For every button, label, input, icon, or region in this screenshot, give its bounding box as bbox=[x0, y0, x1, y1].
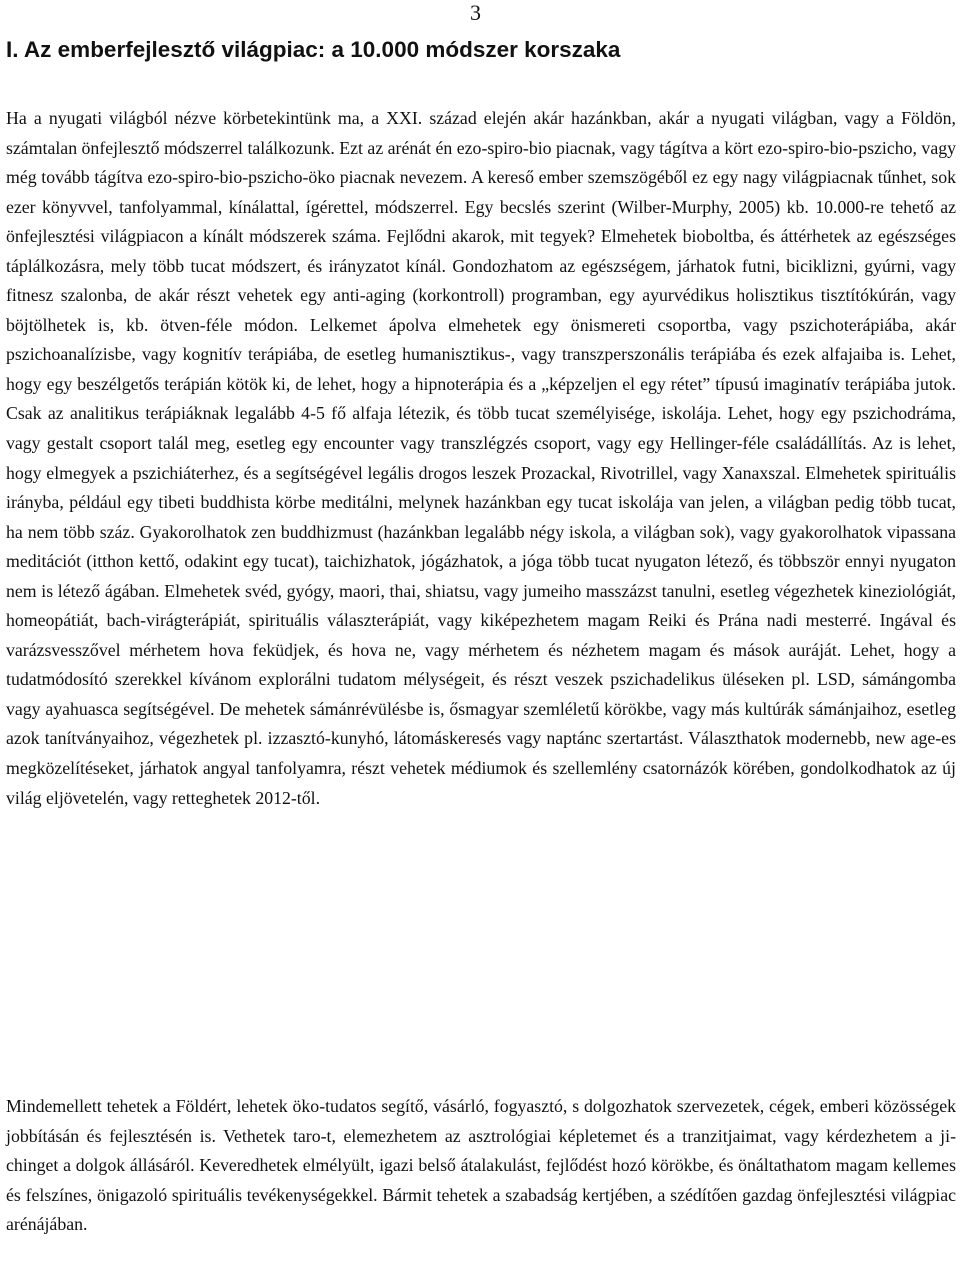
chapter-title: I. Az emberfejlesztő világpiac: a 10.000 módszer korszaka bbox=[6, 37, 621, 62]
paragraph-intro: Ha a nyugati világból nézve körbetekintünk ma, a XXI. század elején akár hazánkban, akár a nyugati világban, vagy a Földön, számtalan önfejlesztő módszerrel találkozunk. Ezt az arénát én ezo-spiro-bio piacnak, vagy tágítva a kört ezo-spiro-bio-pszicho, vagy még tovább tágítva ezo-spiro-bio-pszicho-öko piacnak nevezem. A kereső ember szemszögéből ez egy nagy világpiacnak tűnhet, sok ezer könyvvel, tanfolyammal, kínálattal, ígérettel, módszerrel. Egy becslés szerint (Wilber-Murphy, 2005) kb. 10.000-re tehető az önfejlesztési világpiacon a kínált módszerek száma. Fejlődni akarok, mit tegyek? Elmehetek bioboltba, és áttérhetek az egészséges táplálkozásra, mely több tucat módszert, és irányzatot kínál. Gondozhatom az egészségem, járhatok futni, biciklizni, gyúrni, vagy fitnesz szalonba, de akár részt vehetek egy anti-aging (korkontroll) programban, egy ayurvédikus holisztikus tisztítókúrán, vagy böjtölhetek is, kb. ötven-féle módon. Lelkemet ápolva elmehetek egy önismereti csoportba, vagy pszichoterápiába, akár pszichoanalízisbe, vagy kognitív terápiába, de esetleg humanisztikus-, vagy transzperszonális terápiába és ezek alfajaiba is. Lehet, hogy egy beszélgetős terápián kötök ki, de lehet, hogy a hipnoterápia és a „képzeljen el egy rétet” típusú imaginatív terápiába jutok. Csak az analitikus terápiáknak legalább 4-5 fő alfaja létezik, és több tucat személyisége, iskolája. Lehet, hogy egy pszichodráma, vagy gestalt csoport talál meg, esetleg egy encounter vagy transzlégzés csoport, vagy egy Hellinger-féle családállítás. Az is lehet, hogy elmegyek a pszichiáterhez, és a segítségével legális drogos leszek Prozackal, Rivotrillel, vagy Xanaxszal. Elmehetek spirituális irányba, például egy tibeti buddhista körbe meditálni, melynek hazánkban egy tucat iskolája van jelen, a világban pedig több tucat, ha nem több száz. Gyakorolhatok zen buddhizmust (hazánkban legalább négy iskola, a világban sok), vagy gyakorolhatok vipassana meditációt (itthon kettő, odakint egy tucat), taichizhatok, jógázhatok, a jóga több tucat nyugaton létező, és többször ennyi nyugaton nem is létező ágában. Elmehetek svéd, gyógy, maori, thai, shiatsu, vagy jumeiho masszázst tanulni, esetleg végezhetek kineziológiát, homeopátiát, bach-virágterápiát, spirituális választerápiát, vagy kiképezhetem magam Reiki és Prána nadi mesterré. Ingával és varázsvesszővel mérhetem hova feküdjek, és hova ne, vagy mérhetem és nézhetem magam és mások auráját. Lehet, hogy a tudatmódosító szerekkel kívánom explorálni tudatom mélységeit, és részt veszek pszichadelikus üléseken pl. LSD, sámángomba vagy ayahuasca segítségével. De mehetek sámánrévülésbe is, ősmagyar szemléletű körökbe, vagy más kultúrák sámánjaihoz, esetleg azok tanítványaihoz, végezhetek pl. izzasztó-kunyhó, látomáskeresés vagy naptánc szertartást. Választhatok modernebb, new age-es megközelítéseket, járhatok angyal tanfolyamra, részt vehetek médiumok és szellemlény csatornázók körében, gondolkodhatok az új világ eljövetelén, vagy retteghetek 2012-től. bbox=[6, 108, 956, 808]
page-number: 3 bbox=[470, 0, 481, 25]
paragraph-closing: Mindemellett tehetek a Földért, lehetek öko-tudatos segítő, vásárló, fogyasztó, s dolgozhatok szervezetek, cégek, emberi közösségek jobbításán és fejlesztésén is. Vethetek taro-t, elemezhetem az asztrológiai képletemet és a tranzitjaimat, vagy kérdezhetem a ji-chinget a dolgok állásáról. Keveredhetek elmélyült, igazi belső átalakulást, fejlődést hozó körökbe, és önáltathatom magam kellemes és felszínes, önigazoló spirituális tevékenységekkel. Bármit tehetek a szabadság kertjében, a szédítően gazdag önfejlesztési világpiac arénájában. bbox=[6, 1096, 956, 1235]
